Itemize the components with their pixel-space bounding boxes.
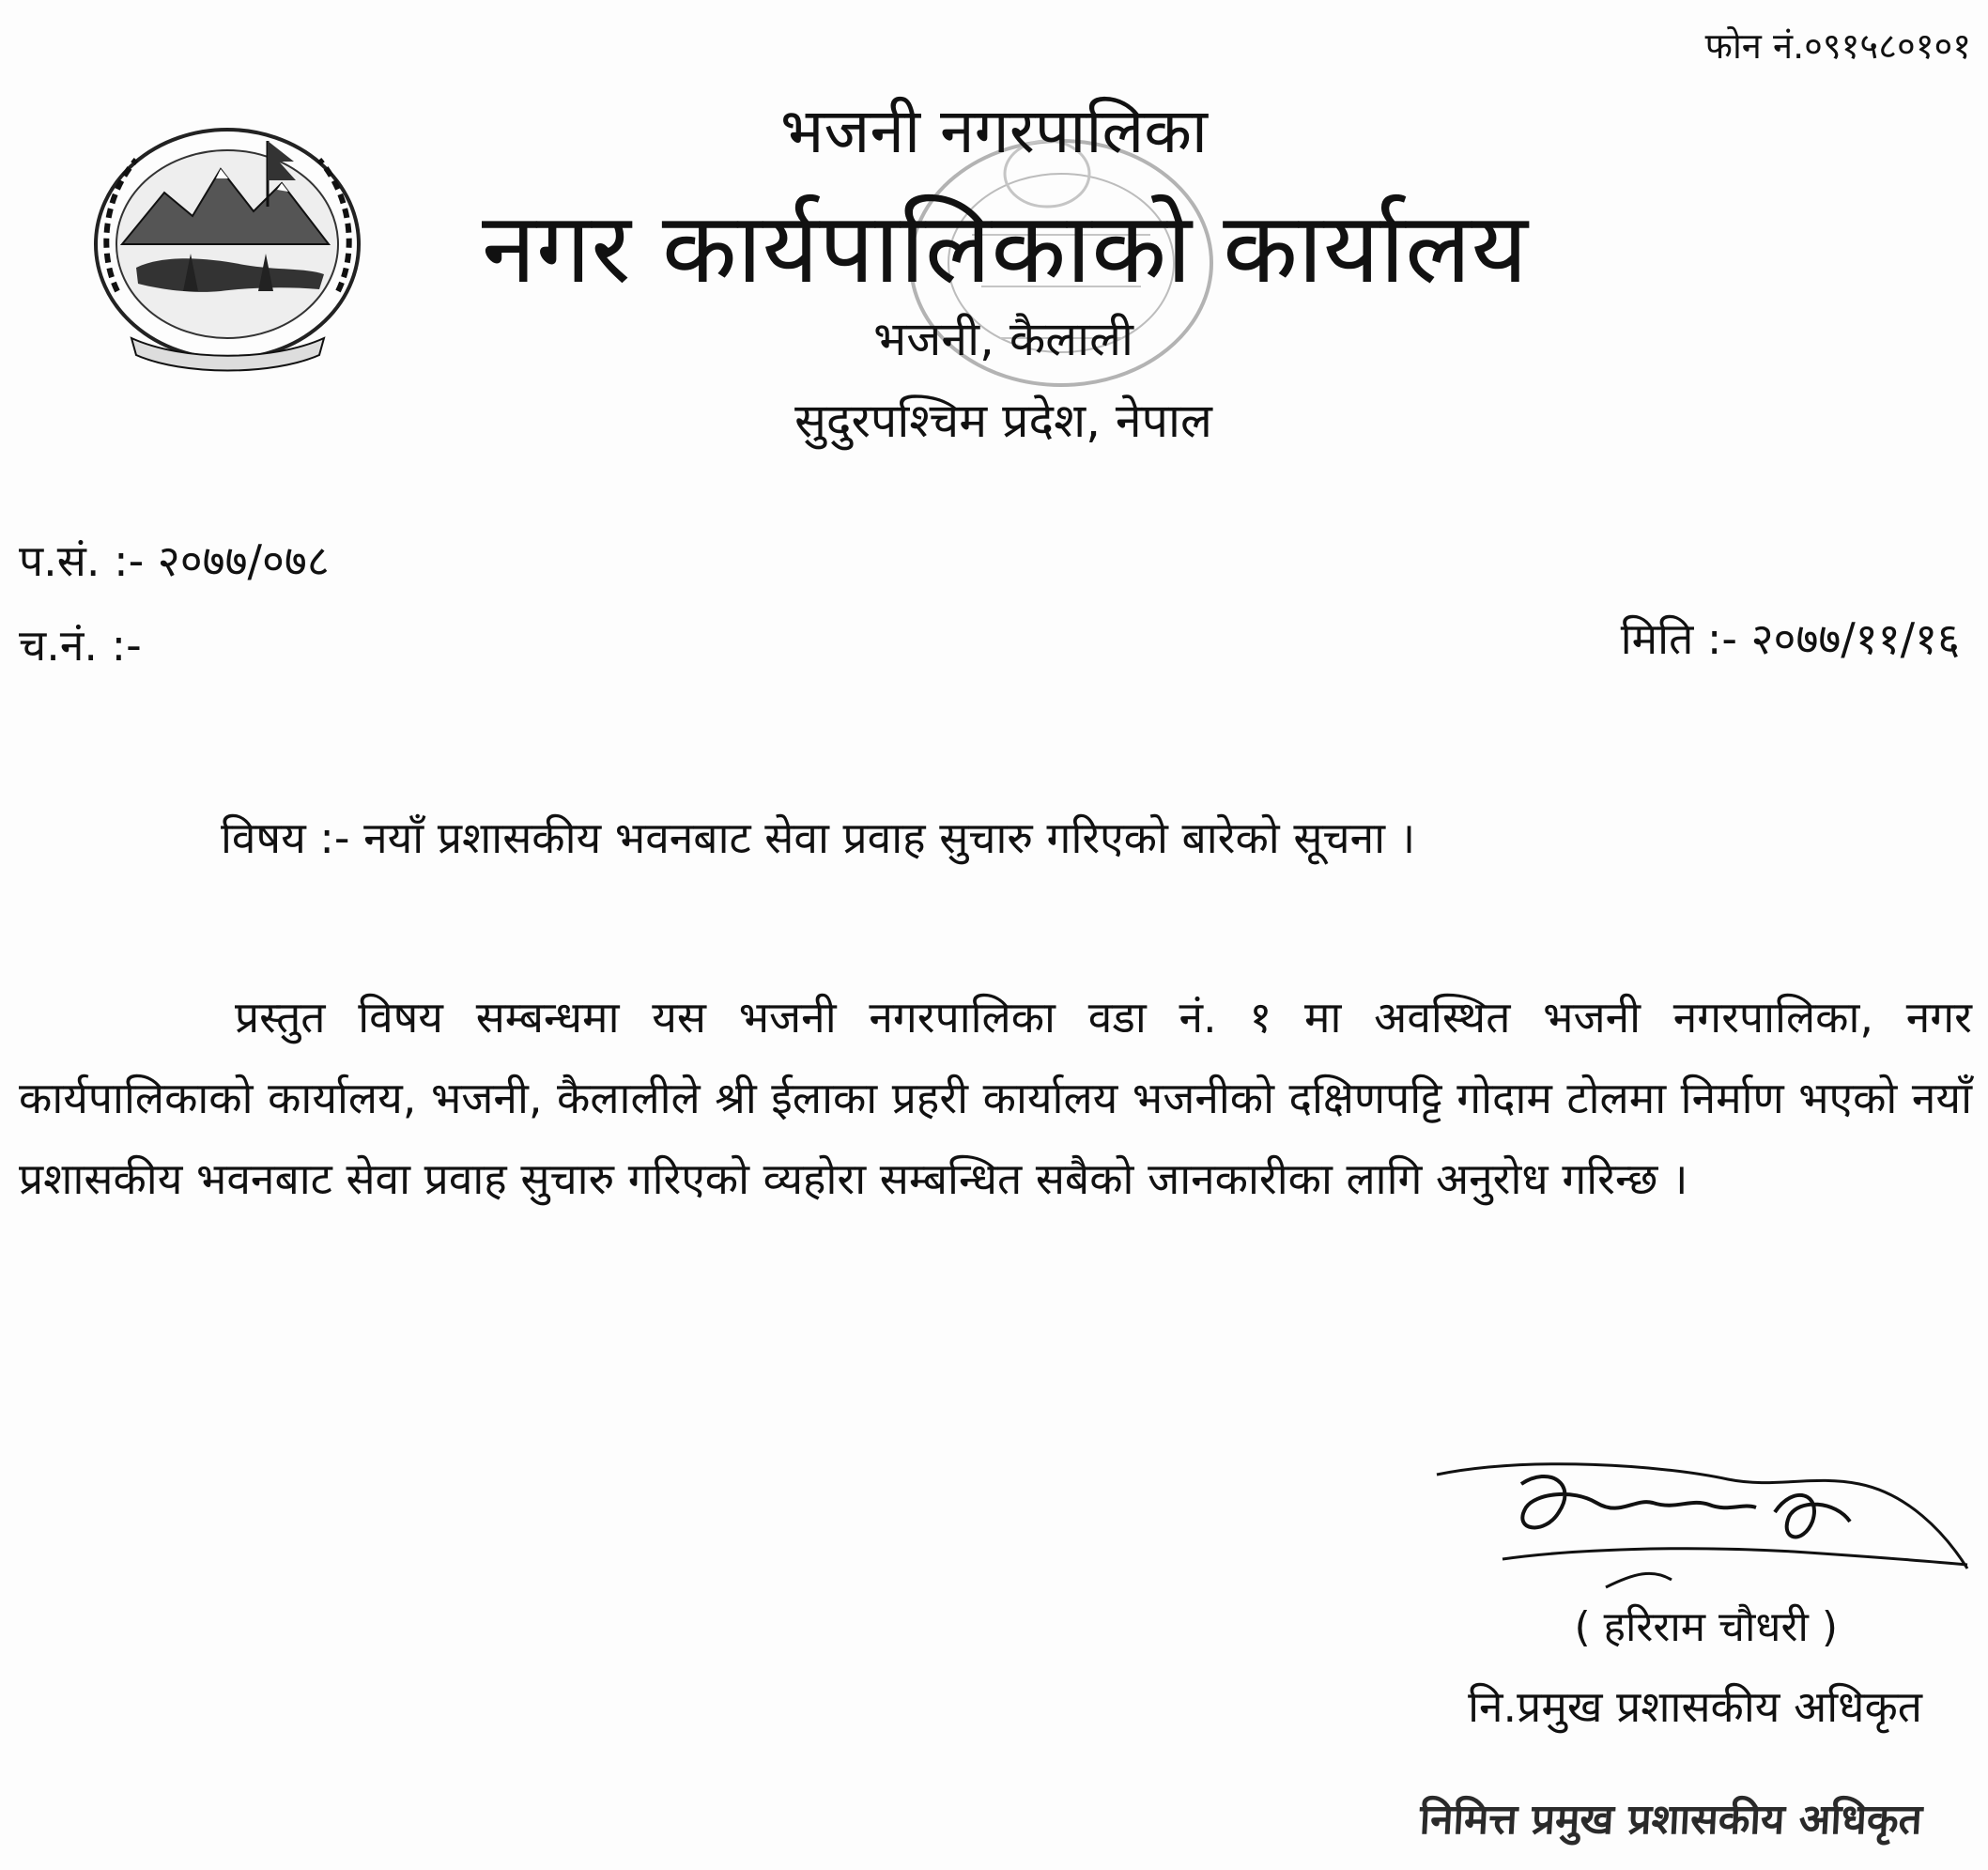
reference-number: प.सं. :- २०७७/०७८ — [19, 535, 330, 586]
office-title: नगर कार्यपालिकाको कार्यालय — [481, 191, 1529, 305]
municipality-name: भजनी नगरपालिका — [779, 95, 1209, 167]
letter-body: प्रस्तुत विषय सम्बन्धमा यस भजनी नगरपालिका वडा नं. १ मा अवस्थित भजनी नगरपालिका, नगर कार्यपालिकाको कार्यालय, भजनी, कैलालीले श्री ईलाका प्रहरी कार्यालय भजनीको दक्षिणपट्टि गोदाम टोलमा निर्माण भएको नयाँ प्रशासकीय भवनबाट सेवा प्रवाह सुचारु गरिएको व्यहोरा सम्बन्धित सबैको जानकारीका लागि अनुरोध गरिन्छ । — [19, 992, 1972, 1204]
phone-number: फोन नं.०९१५८०१०१ — [1704, 25, 1971, 67]
signatory-title: नि.प्रमुख प्रशासकीय अधिकृत — [1468, 1681, 1922, 1732]
letter-date: मिति :- २०७७/११/१६ — [1620, 613, 1960, 664]
address-line-2: सुदुरपश्चिम प्रदेश, नेपाल — [794, 394, 1212, 448]
address-line-1: भजनी, कैलाली — [873, 312, 1133, 366]
signatory-name: ( हरिराम चौधरी ) — [1574, 1603, 1838, 1651]
dispatch-number: च.नं. :- — [19, 620, 142, 671]
signatory-stamp: निमित्त प्रमुख प्रशासकीय अधिकृत — [1418, 1796, 1924, 1844]
letter-subject: विषय :- नयाँ प्रशासकीय भवनबाट सेवा प्रवाह सुचारु गरिएको बारेको सूचना । — [221, 812, 1416, 863]
